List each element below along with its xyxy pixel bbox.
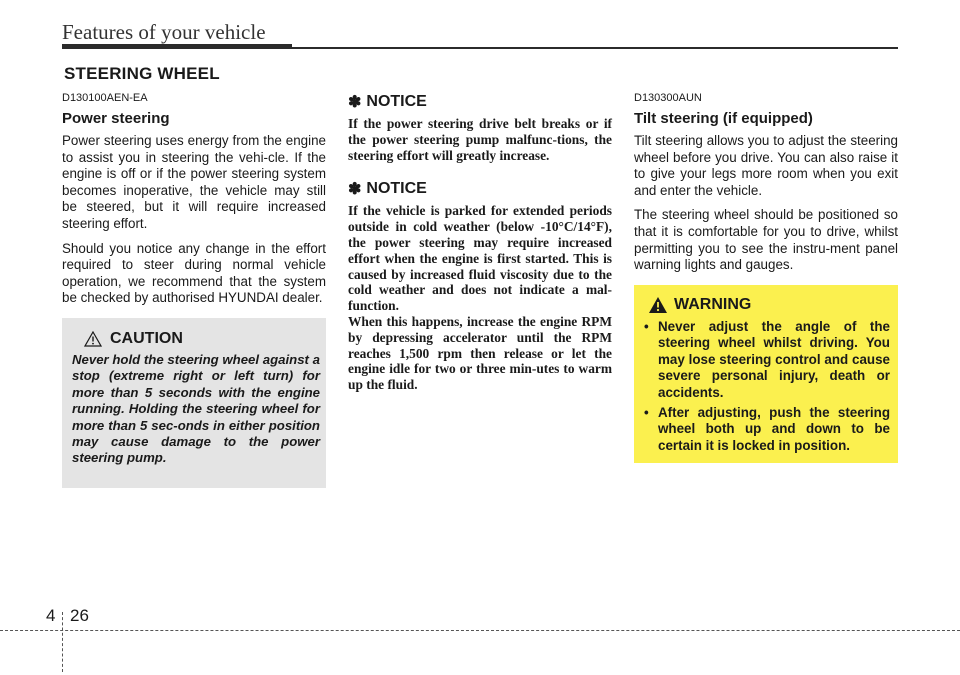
notice-text: If the power steering drive belt breaks or if the power steering pump malfunc-tions, the steering effort will greatly increase. — [348, 116, 612, 163]
warning-title: WARNING — [674, 296, 752, 313]
notice-header — [348, 179, 612, 199]
power-steering-paragraph: Should you notice any change in the effort required to steer during normal vehicle operation, we recommend that the system be checked by authorised HYUNDAI dealer. — [62, 240, 326, 306]
notice-title: NOTICE — [366, 93, 427, 110]
notice-header — [348, 92, 612, 112]
reference-code: D130100AEN-EA — [62, 92, 148, 104]
reference-code: D130300AUN — [634, 92, 702, 104]
power-steering-heading: Power steering — [62, 110, 170, 127]
notice-title: NOTICE — [366, 180, 427, 198]
tilt-steering-paragraph: The steering wheel should be positioned so that it is comfortable for you to drive, whilst permitting you to see the instru-ment panel warning lights and gauges. — [634, 207, 898, 273]
footer-divider — [62, 612, 63, 672]
caution-header — [84, 330, 183, 348]
header-rule-thin — [292, 47, 898, 49]
caution-text: Never hold the steering wheel against a stop (extreme right or left turn) for more than 5 seconds with the engine running. Holding the steering wheel for more than 5 sec-onds in either position may cause damage to the power steering pump. — [72, 352, 320, 466]
asterisk-star-icon: ✽ — [348, 181, 362, 199]
caution-box — [62, 318, 326, 488]
footer-rule — [0, 630, 960, 631]
tilt-steering-heading: Tilt steering (if equipped) — [634, 110, 813, 127]
section-title: STEERING WHEEL — [64, 64, 220, 83]
warning-triangle-filled-icon — [648, 296, 668, 314]
column-power-steering — [62, 92, 326, 315]
warning-box — [634, 285, 898, 463]
tilt-steering-paragraph: Tilt steering allows you to adjust the steering wheel before you drive. You can also raise it to give your legs more room when you exit and enter the vehicle. — [634, 133, 898, 198]
page-number: 26 — [70, 606, 89, 625]
warning-item: • After adjusting, push the steering wheel both up and down to be certain it is locked in position. — [642, 405, 890, 454]
caution-title: CAUTION — [110, 330, 183, 347]
header-rule-thick — [62, 44, 292, 49]
warning-triangle-outline-icon — [84, 331, 102, 347]
chapter-number: 4 — [46, 606, 56, 625]
column-tilt-steering — [634, 92, 898, 282]
notice-text: If the vehicle is parked for extended periods outside in cold weather (below -10°C/14°F), the power steering may require increased effort when the engine is first started. This is caused by increased fluid viscosity due to the cold weather and does not indicate a mal-function. — [348, 203, 612, 314]
warning-list — [642, 319, 890, 458]
warning-item: • Never adjust the angle of the steering wheel whilst driving. You may lose steering control and cause severe personal injury, death or accidents. — [642, 319, 890, 401]
column-notices — [348, 92, 612, 409]
notice-text: When this happens, increase the engine RPM by depressing accelerator until the RPM reaches 1,500 rpm then release or let the engine idle for two or three min-utes to warm up the fluid. — [348, 313, 612, 393]
page-header-title: Features of your vehicle — [62, 20, 266, 44]
power-steering-paragraph: Power steering uses energy from the engine to assist you in steering the vehi-cle. If the engine is off or if the power steering system becomes inoperative, the vehicle may still be steered, but it will require increased steering effort. — [62, 133, 326, 231]
warning-header — [648, 296, 751, 314]
asterisk-star-icon: ✽ — [348, 94, 362, 111]
